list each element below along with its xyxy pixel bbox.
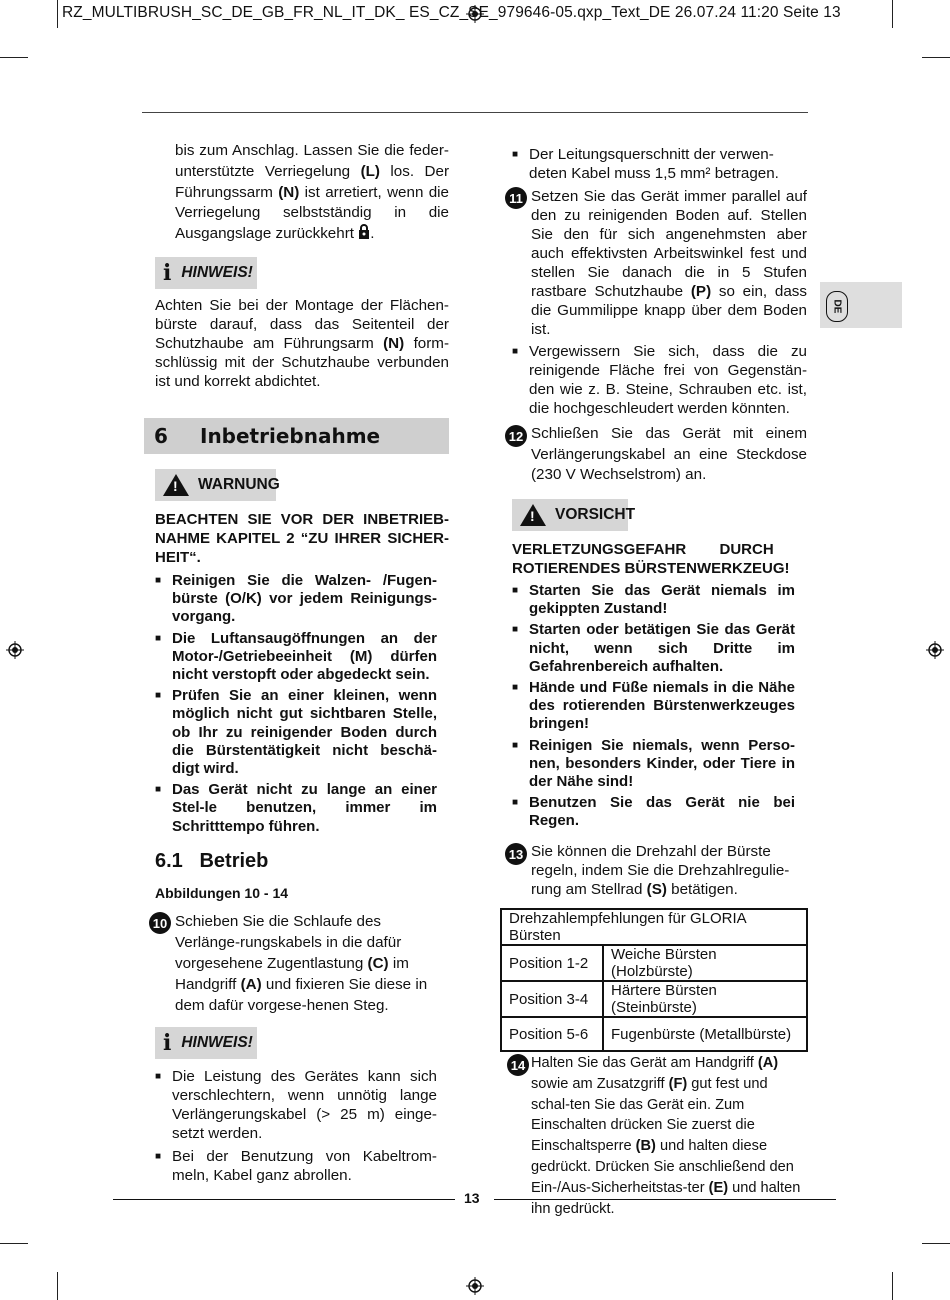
- list-item: ■ Die Leistung des Gerätes kann sich verschlechtern, wenn unnötig lange Verlängerungskabel (> 25 m) einge-setzt werden.: [155, 1067, 437, 1143]
- vorsicht-list: [512, 582, 795, 831]
- warnung-list: [155, 572, 437, 836]
- registration-mark-icon: [6, 641, 24, 659]
- vorsicht-box: [512, 499, 636, 531]
- step-number-badge: 14: [507, 1054, 529, 1076]
- crop-mark: [0, 1243, 28, 1244]
- hinweis-list: [155, 1067, 437, 1185]
- top-rule: [142, 112, 808, 113]
- table-row: [501, 945, 807, 981]
- list-item: ■ Bei der Benutzung von Kabeltrom-meln, Kabel ganz abrollen.: [155, 1147, 437, 1185]
- language-badge: [826, 291, 848, 322]
- warnung-box: [155, 469, 280, 501]
- crop-mark: [0, 57, 28, 58]
- step-13-text: Sie können die Drehzahl der Bürste regeln, indem Sie die Drehzahlregulie-rung am Stellrad (S) betätigen.: [531, 843, 790, 898]
- warnung-label: WARNUNG: [198, 476, 280, 493]
- lock-icon: [358, 224, 370, 239]
- caution-icon: !: [520, 504, 546, 526]
- step-10-text: Schieben Sie die Schlaufe des Verlänge-rungskabels in die dafür vorgesehene Zugentlastung (C) im Handgriff (A) und fixieren Sie diese in dem dafür vorgese-henen Steg.: [175, 913, 428, 1014]
- hinweis-box: [155, 1027, 257, 1059]
- language-code: DE: [831, 299, 843, 314]
- page-number: 13: [464, 1190, 480, 1206]
- step-number-badge: 10: [149, 912, 171, 934]
- section-heading: 6 Inbetriebnahme: [144, 418, 449, 454]
- list-item: ■ Hände und Füße niemals in die Nähe des rotierenden Bürstenwerkzeuges bringen!: [512, 679, 795, 734]
- step-11-text: Setzen Sie das Gerät immer parallel auf den zu reinigenden Boden auf. Stellen Sie den für sich angenehmsten aber auch effektivsten Arbeitswinkel fest und stellen Sie danach die in 5 Stufen rastbare Schutzhaube (P) so ein, dass die Gummilippe knapp über dem Boden ist.: [531, 188, 807, 338]
- crop-mark: [892, 1272, 893, 1300]
- vorsicht-label: VORSICHT: [555, 506, 636, 523]
- list-item: ■ Die Luftansaugöffnungen an der Motor-/Getriebeeinheit (M) dürfen nicht verstopft oder abgedeckt sein.: [155, 630, 437, 685]
- warnung-heading: BEACHTEN SIE VOR DER INBETRIEB-NAHME KAPITEL 2 “ZU IHRER SICHER-HEIT“.: [155, 511, 449, 566]
- hinweis-paragraph: Achten Sie bei der Montage der Flächen-bürste darauf, dass das Seitenteil der Schutzhaube am Führungsarm (N) form-schlüssig mit der Schutzhaube verbunden ist und korrekt abdichtet.: [155, 297, 449, 390]
- speed-table: [500, 908, 808, 1052]
- table-cell: Position 5-6: [501, 1017, 603, 1051]
- table-header-row: [501, 909, 807, 945]
- table-row: [501, 1017, 807, 1051]
- table-cell: Fugenbürste (Metallbürste): [603, 1017, 807, 1051]
- list-item: ■ Vergewissern Sie sich, dass die zu reinigende Fläche frei von Gegenstän-den wie z. B. Steine, Schrauben etc. ist, die hochgeschleudert werden könnten.: [512, 342, 807, 418]
- list-item: ■ Benutzen Sie das Gerät nie bei Regen.: [512, 794, 795, 830]
- step-number-badge: 11: [505, 187, 527, 209]
- intro-paragraph: bis zum Anschlag. Lassen Sie die feder- unterstützte Verriegelung (L) los. Der Führungssarm (N) ist arretiert, wenn die Verriegelung selbstständig in die Ausgangslage zurückkehrt .: [175, 142, 449, 243]
- list-item: ■ Starten oder betätigen Sie das Gerät nicht, wenn sich Dritte im Gefahrenbereich aufhalten.: [512, 621, 795, 676]
- step-number-badge: 13: [505, 843, 527, 865]
- cable-list: [512, 145, 798, 183]
- table-cell: Härtere Bürsten (Steinbürste): [603, 981, 807, 1017]
- hinweis-box: [155, 257, 257, 289]
- print-slug: RZ_MULTIBRUSH_SC_DE_GB_FR_NL_IT_DK_ ES_CZ_SE_979646-05.qxp_Text_DE 26.07.24 11:20 Seite 13: [62, 4, 841, 21]
- footer-rule-right: [494, 1199, 836, 1200]
- crop-mark: [922, 57, 950, 58]
- subsection-heading: 6.1 Betrieb: [155, 850, 269, 872]
- step-14-text: Halten Sie das Gerät am Handgriff (A) sowie am Zusatzgriff (F) gut fest und schal-ten Sie das Gerät ein. Zum Einschalten drücken Sie zuerst die Einschaltsperre (B) und halten diese gedrückt. Drücken Sie anschließend den Ein-/Aus-Sicherheitstas-ter (E) und halten ihn gedrückt.: [531, 1055, 801, 1217]
- list-item: ■ Starten Sie das Gerät niemals im gekippten Zustand!: [512, 582, 795, 618]
- vorsicht-heading: VERLETZUNGSGEFAHR DURCH ROTIERENDES BÜRSTENWERKZEUG!: [512, 541, 790, 577]
- table-cell: Weiche Bürsten (Holzbürste): [603, 945, 807, 981]
- list-item: ■ Reinigen Sie die Walzen- /Fugen-bürste (O/K) vor jedem Reinigungs-vorgang.: [155, 572, 437, 627]
- crop-mark: [922, 1243, 950, 1244]
- footer-rule-left: [113, 1199, 455, 1200]
- list-item: ■ Der Leitungsquerschnitt der verwen-deten Kabel muss 1,5 mm² betragen.: [512, 145, 798, 183]
- table-header-cell: Drehzahlempfehlungen für GLORIA Bürsten: [501, 909, 807, 945]
- info-icon: i: [163, 1030, 172, 1056]
- table-cell: Position 3-4: [501, 981, 603, 1017]
- warning-icon: !: [163, 474, 189, 496]
- table-cell: Position 1-2: [501, 945, 603, 981]
- section-title: Inbetriebnahme: [200, 424, 381, 448]
- step-12-text: Schließen Sie das Gerät mit einem Verlängerungskabel an eine Steckdose (230 V Wechselstrom) an.: [531, 425, 807, 483]
- check-list: [512, 342, 807, 418]
- step-number-badge: 12: [505, 425, 527, 447]
- crop-mark: [57, 1272, 58, 1300]
- list-item: ■ Das Gerät nicht zu lange an einer Stel-le benutzen, immer im Schritttempo führen.: [155, 781, 437, 836]
- figure-reference: Abbildungen 10 - 14: [155, 885, 289, 901]
- crop-mark: [57, 0, 58, 28]
- hinweis-label: HINWEIS!: [181, 1034, 253, 1051]
- list-item: ■ Prüfen Sie an einer kleinen, wenn möglich nicht gut sichtbaren Stelle, ob Ihr zu reinigender Boden durch die Bürstentätigkeit nicht beschä-digt wird.: [155, 687, 437, 778]
- list-item: ■ Reinigen Sie niemals, wenn Perso-nen, besonders Kinder, oder Tiere in der Nähe sind!: [512, 737, 795, 792]
- hinweis-label: HINWEIS!: [181, 264, 253, 281]
- info-icon: i: [163, 260, 172, 286]
- registration-mark-icon: [466, 1277, 484, 1295]
- crop-mark: [892, 0, 893, 28]
- registration-mark-icon: [926, 641, 944, 659]
- table-row: [501, 981, 807, 1017]
